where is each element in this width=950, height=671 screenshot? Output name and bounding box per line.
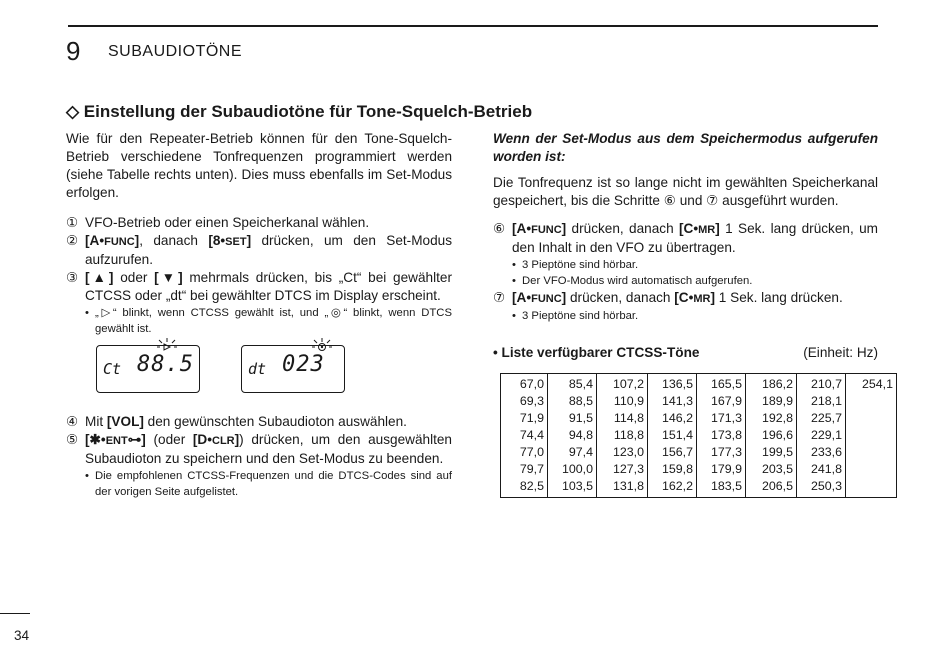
step-6-note-2: • Der VFO-Modus wird automatisch aufgerufen. — [512, 275, 753, 287]
tone-value: 254,1 — [861, 377, 893, 391]
step-5-note: • Die empfohlenen CTCSS-Frequenzen und die DTCS-Codes sind auf der vorigen Seite aufgelistet. — [85, 470, 452, 498]
memory-mode-subheading: Wenn der Set-Modus aus dem Speichermodus aufgerufen worden ist: — [493, 131, 878, 164]
tone-value: 97,4 — [568, 445, 593, 459]
intro-paragraph: Wie für den Repeater-Betrieb können für den Tone-Squelch-Betrieb verschiedene Tonfrequenzen programmiert werden (siehe Tabelle rechts unten). Dies muss ebenfalls im Set-Modus erfolgen. — [66, 131, 452, 200]
tone-value: 110,9 — [613, 394, 644, 408]
step-6-note-1: • 3 Pieptöne sind hörbar. — [512, 259, 639, 271]
tone-value: 79,7 — [519, 462, 544, 476]
lcd-illustrations — [66, 345, 452, 407]
tone-value: 151,4 — [661, 428, 693, 442]
step-1: ① VFO-Betrieb oder einen Speicherkanal wählen. — [66, 215, 370, 230]
tone-value: 94,8 — [568, 428, 593, 442]
tone-value: 210,7 — [810, 377, 842, 391]
section-heading: ◇ Einstellung der Subaudiotöne für Tone-Squelch-Betrieb — [66, 102, 533, 121]
step-7-note: • 3 Pieptöne sind hörbar. — [512, 310, 639, 322]
chapter-number: 9 — [66, 36, 81, 66]
header-rule — [68, 25, 878, 27]
tone-column — [746, 374, 797, 498]
tone-value: 85,4 — [568, 377, 593, 391]
tone-value: 156,7 — [661, 445, 693, 459]
tone-value: 165,5 — [710, 377, 742, 391]
tone-value: 206,5 — [761, 479, 793, 493]
tone-value: 131,8 — [612, 479, 644, 493]
table-row — [501, 374, 897, 498]
unit-label: (Einheit: Hz) — [803, 345, 878, 360]
memory-mode-text: Die Tonfrequenz ist so lange nicht im gewählten Speicherkanal gespeichert, bis die Schritte ⑥ und ⑦ ausgeführt wurden. — [493, 175, 878, 208]
tone-value: 203,5 — [761, 462, 793, 476]
tone-value: 225,7 — [810, 411, 842, 425]
left-column — [66, 130, 452, 500]
tone-value: 77,0 — [519, 445, 544, 459]
tone-value: 107,2 — [612, 377, 644, 391]
tone-value: 71,9 — [519, 411, 544, 425]
tone-value: 91,5 — [568, 411, 593, 425]
tone-value: 146,2 — [661, 411, 693, 425]
tone-value: 114,8 — [613, 411, 644, 425]
func-key: [A•FUNC] — [85, 233, 140, 248]
mr-key: [C•MR] — [679, 221, 720, 236]
tone-value: 103,5 — [561, 479, 593, 493]
tone-column — [597, 374, 648, 498]
ent-key: [✱•ENT⊶] — [85, 432, 146, 447]
step-4: ④ Mit [VOL] den gewünschten Subaudioton auswählen. — [66, 414, 407, 429]
tone-value: 218,1 — [810, 394, 842, 408]
ctcss-list-heading: • Liste verfügbarer CTCSS-Töne (Einheit: Hz) — [493, 345, 878, 360]
up-key: [▲] — [85, 270, 114, 285]
footer-rule — [0, 613, 30, 614]
tone-value: 159,8 — [661, 462, 693, 476]
tone-value: 241,8 — [810, 462, 842, 476]
lcd-ctcss: Ct 88.5 — [96, 345, 200, 393]
step-7: ⑦ [A•FUNC] drücken, danach [C•MR] 1 Sek. lang drücken. — [493, 290, 843, 305]
tone-value: 69,3 — [519, 394, 544, 408]
clr-key: [D•CLR] — [192, 432, 240, 447]
tone-value: 196,6 — [761, 428, 793, 442]
func-key: [A•FUNC] — [512, 290, 567, 305]
tone-column — [697, 374, 746, 498]
vol-key: [VOL] — [106, 414, 144, 429]
tone-column — [846, 374, 897, 498]
page-number: 34 — [14, 628, 30, 643]
tone-value: 233,6 — [810, 445, 842, 459]
tone-value: 127,3 — [612, 462, 644, 476]
func-key: [A•FUNC] — [512, 221, 567, 236]
tone-value: 186,2 — [761, 377, 793, 391]
tone-value: 192,8 — [761, 411, 793, 425]
tone-value: 88,5 — [568, 394, 593, 408]
tone-value: 183,5 — [710, 479, 742, 493]
tone-value: 189,9 — [761, 394, 793, 408]
tone-value: 171,3 — [710, 411, 742, 425]
tone-value: 82,5 — [519, 479, 544, 493]
tone-value: 67,0 — [519, 377, 544, 391]
tone-value: 173,8 — [710, 428, 742, 442]
dtcs-blink-icon — [312, 336, 332, 354]
tone-value: 199,5 — [761, 445, 793, 459]
tone-column — [648, 374, 697, 498]
tone-value: 74,4 — [519, 428, 544, 442]
tone-value: 123,0 — [612, 445, 644, 459]
tone-column — [797, 374, 846, 498]
step-2: ② [A•FUNC], danach [8•SET] drücken, um den Set-Modus aufzurufen. — [66, 233, 452, 267]
tone-value: 100,0 — [561, 462, 593, 476]
tone-value: 141,3 — [661, 394, 693, 408]
lcd-dtcs: dt 023 — [241, 345, 345, 393]
tone-value: 250,3 — [810, 479, 842, 493]
step-6: ⑥ [A•FUNC] drücken, danach [C•MR] 1 Sek. lang drücken, um den Inhalt in den VFO zu übertragen. — [493, 221, 878, 255]
chapter-title: SUBAUDIOTÖNE — [108, 43, 243, 60]
step-5: ⑤ [✱•ENT⊶] (oder [D•CLR]) drücken, um den ausgewählten Subaudioton zu speichern und den Set-Modus zu beenden. — [66, 432, 452, 466]
step-3-note: • „▷“ blinkt, wenn CTCSS gewählt ist, und „◎“ blinkt, wenn DTCS gewählt ist. — [85, 307, 452, 335]
step-3: ③ [▲] oder [▼] mehrmals drücken, bis „Ct“ bei gewählter CTCSS oder „dt“ bei gewählter DTCS im Display erscheint. — [66, 270, 452, 303]
tone-value: 229,1 — [810, 428, 842, 442]
tone-value: 118,8 — [613, 428, 644, 442]
ctcss-tone-table — [500, 373, 897, 498]
mr-key: [C•MR] — [674, 290, 716, 305]
tone-column — [501, 374, 548, 498]
tone-value: 179,9 — [710, 462, 742, 476]
tone-value: 177,3 — [710, 445, 742, 459]
set-key: [8•SET] — [208, 233, 252, 248]
tone-value: 136,5 — [661, 377, 693, 391]
down-key: [▼] — [154, 270, 183, 285]
right-column — [493, 130, 878, 364]
tone-column — [548, 374, 597, 498]
tone-value: 167,9 — [710, 394, 742, 408]
tone-blink-icon — [157, 336, 177, 354]
tone-value: 162,2 — [661, 479, 693, 493]
